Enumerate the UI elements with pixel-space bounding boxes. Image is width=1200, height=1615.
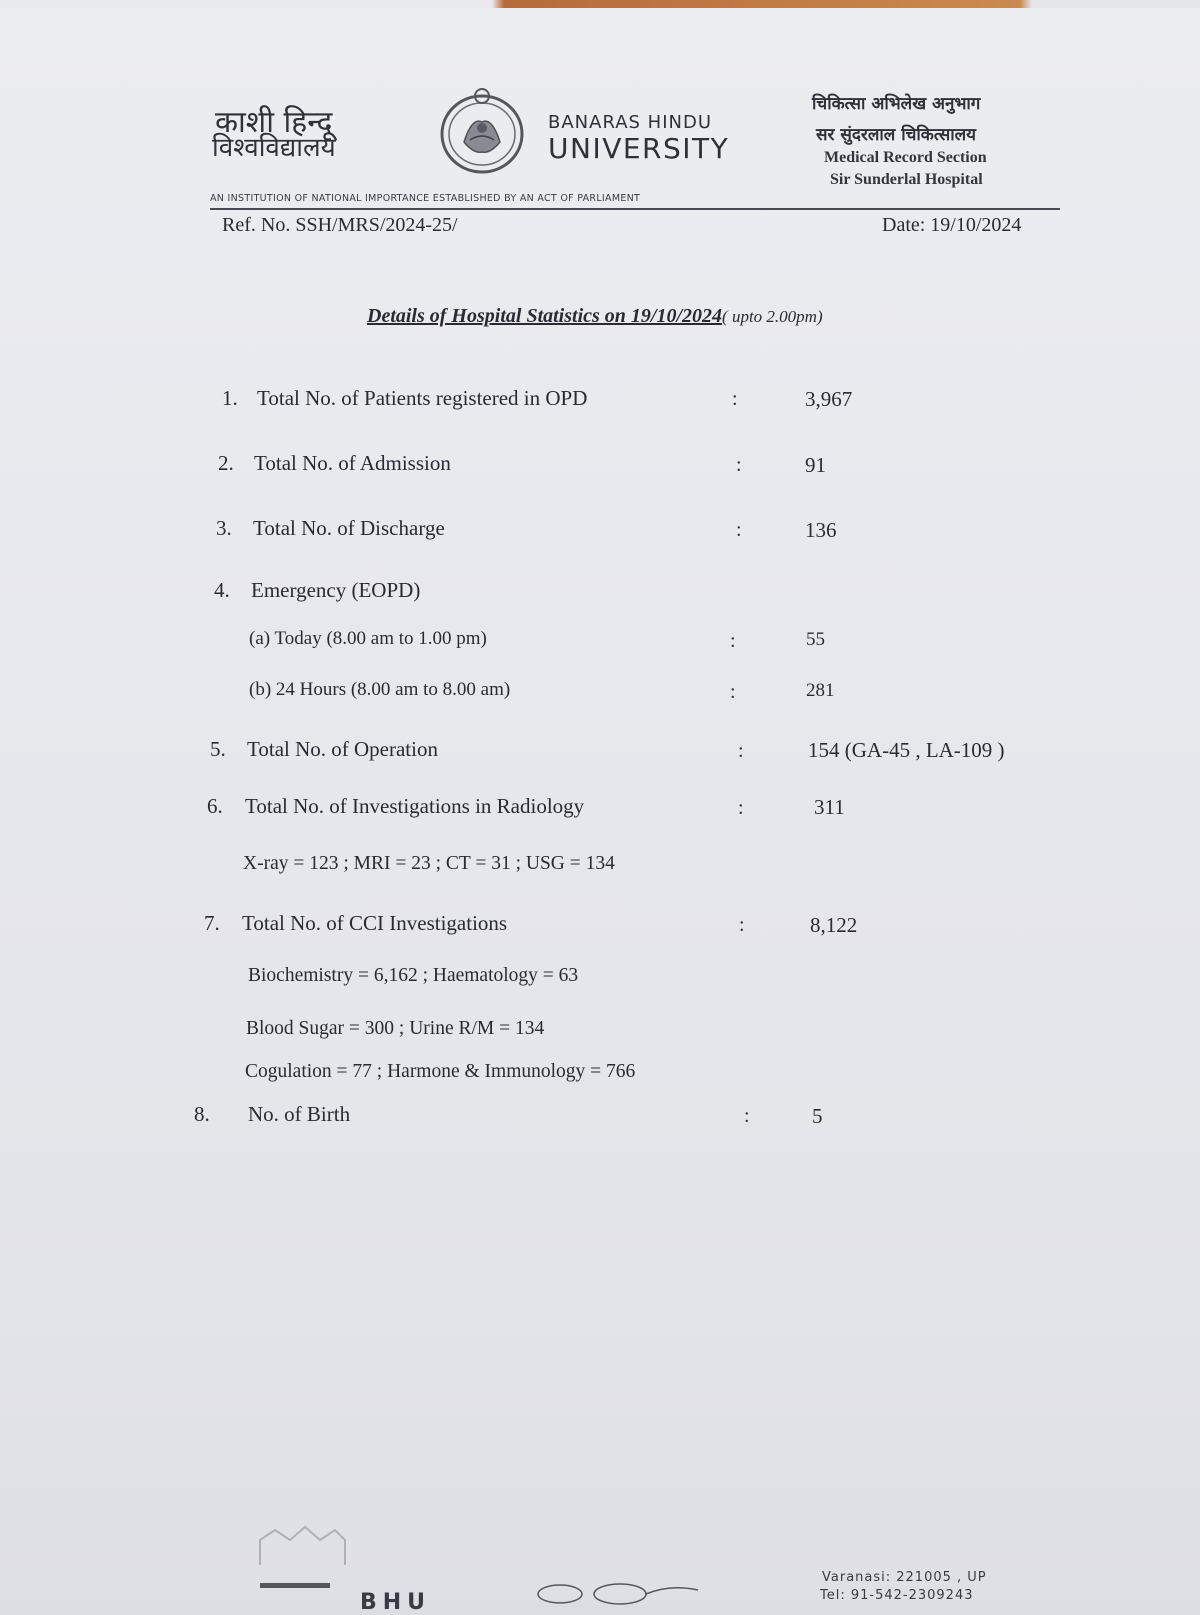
section-name-hindi-line1: चिकित्सा अभिलेख अनुभाग: [812, 94, 981, 114]
footer-telephone: Tel: 91-542-2309243: [820, 1588, 974, 1603]
stat-label-admission: Total No. of Admission: [254, 451, 451, 475]
stat-value-radiology: 311: [814, 795, 845, 819]
item-number: 6.: [207, 794, 223, 818]
item-number: 7.: [204, 911, 220, 935]
stat-label-opd: Total No. of Patients registered in OPD: [257, 386, 588, 410]
title-main: Details of Hospital Statistics on 19/10/2024: [367, 305, 723, 327]
section-name-hindi-line2: सर सुंदरलाल चिकित्सालय: [816, 125, 977, 145]
university-name-english-line1: BANARAS HINDU: [548, 112, 713, 133]
reference-number: Ref. No. SSH/MRS/2024-25/: [222, 214, 458, 236]
university-name-hindi-line2: विश्वविद्यालय: [212, 133, 336, 163]
stat-value-emergency-24h: 281: [806, 680, 835, 701]
stat-label-birth: No. of Birth: [248, 1102, 351, 1126]
document-title: [367, 305, 823, 328]
cci-breakdown-line2: Blood Sugar = 300 ; Urine R/M = 134: [246, 1018, 545, 1039]
stat-value-cci: 8,122: [810, 913, 858, 937]
item-number: 2.: [218, 451, 234, 475]
separator-colon: :: [738, 797, 744, 819]
item-number: 4.: [214, 578, 230, 602]
footer-seal-icon: [530, 1580, 710, 1608]
footer-address: Varanasi: 221005 , UP: [822, 1570, 987, 1585]
footer-building-icon: [245, 1505, 355, 1595]
stat-value-opd: 3,967: [805, 387, 853, 411]
stat-value-emergency-today: 55: [806, 629, 825, 650]
stat-label-discharge: Total No. of Discharge: [253, 516, 445, 540]
separator-colon: :: [732, 388, 738, 410]
stat-value-birth: 5: [812, 1104, 823, 1128]
separator-colon: :: [730, 681, 736, 703]
stat-label-emergency-today: (a) Today (8.00 am to 1.00 pm): [249, 628, 487, 649]
separator-colon: :: [744, 1105, 750, 1127]
section-name-english-line2: Sir Sunderlal Hospital: [830, 171, 983, 188]
document-date: Date: 19/10/2024: [882, 214, 1022, 236]
cci-breakdown-line1: Biochemistry = 6,162 ; Haematology = 63: [248, 965, 579, 986]
header-divider: [210, 208, 1060, 210]
title-subtitle: ( upto 2.00pm): [722, 307, 823, 326]
separator-colon: :: [730, 630, 736, 652]
radiology-breakdown: X-ray = 123 ; MRI = 23 ; CT = 31 ; USG = 134: [243, 853, 615, 874]
institution-tagline: AN INSTITUTION OF NATIONAL IMPORTANCE ESTABLISHED BY AN ACT OF PARLIAMENT: [210, 193, 641, 204]
stat-label-emergency: Emergency (EOPD): [251, 578, 421, 602]
document-page: [0, 8, 1200, 1615]
university-name-hindi-line1: काशी हिन्दू: [215, 105, 333, 140]
stat-label-radiology: Total No. of Investigations in Radiology: [245, 794, 585, 818]
item-number: 3.: [216, 516, 232, 540]
stat-label-emergency-24h: (b) 24 Hours (8.00 am to 8.00 am): [249, 679, 511, 700]
stat-value-admission: 91: [805, 453, 826, 477]
stat-value-discharge: 136: [805, 518, 837, 542]
cci-breakdown-line3: Cogulation = 77 ; Harmone & Immunology = 766: [245, 1061, 636, 1082]
section-name-english-line1: Medical Record Section: [824, 149, 987, 166]
item-number: 8.: [194, 1102, 210, 1126]
stat-label-operation: Total No. of Operation: [247, 737, 438, 761]
university-name-english-line2: UNIVERSITY: [548, 132, 730, 165]
item-number: 5.: [210, 737, 226, 761]
separator-colon: :: [738, 740, 744, 762]
separator-colon: :: [736, 519, 742, 541]
stat-value-operation: 154 (GA-45 , LA-109 ): [808, 738, 1005, 762]
university-emblem-icon: [432, 82, 532, 178]
stat-label-cci: Total No. of CCI Investigations: [242, 911, 508, 935]
separator-colon: :: [739, 914, 745, 936]
separator-colon: :: [736, 454, 742, 476]
item-number: 1.: [222, 386, 238, 410]
footer-logo-text: BHU: [360, 1590, 432, 1615]
